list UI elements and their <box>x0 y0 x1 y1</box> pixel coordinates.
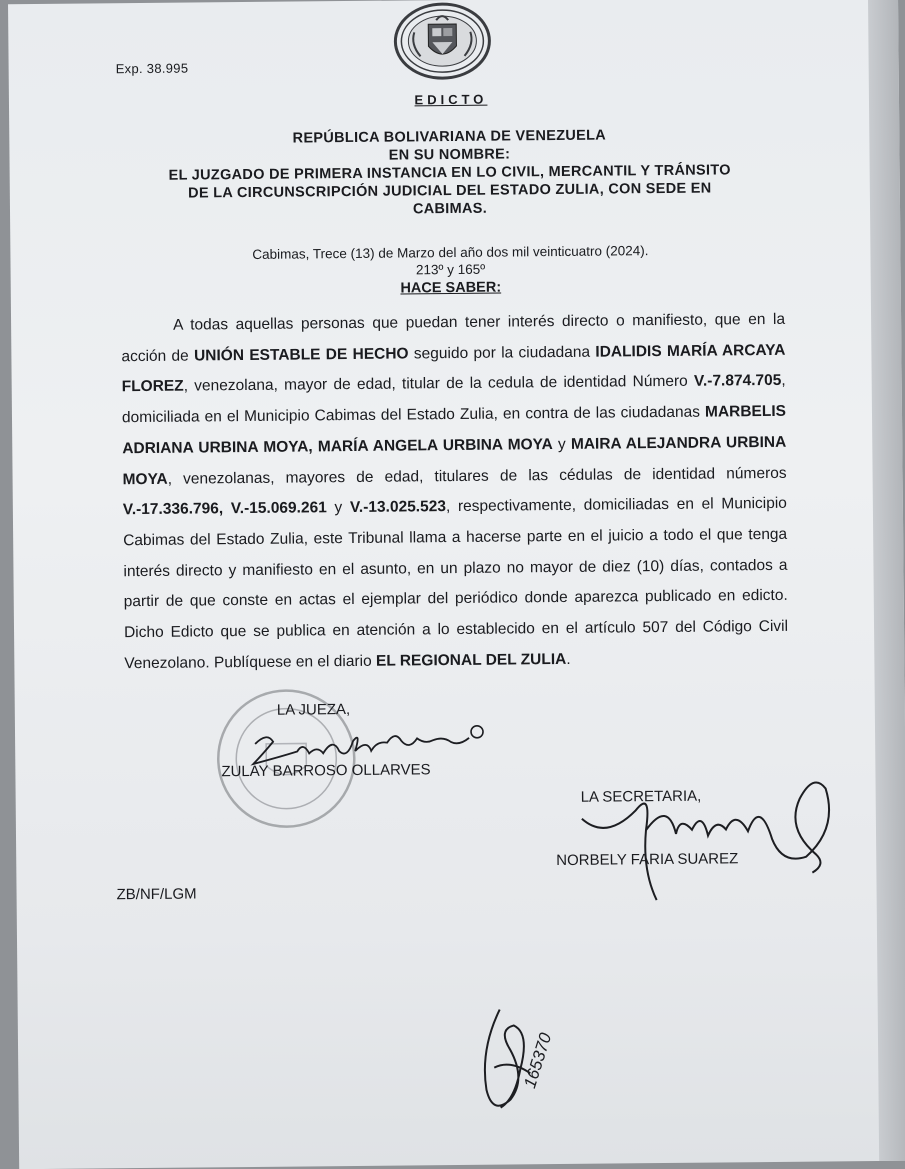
body-text-run: y <box>552 435 571 453</box>
defendant-id: V.-13.025.523 <box>349 498 447 517</box>
file-number: Exp. 38.995 <box>115 60 189 77</box>
handwritten-note: 165370 <box>520 1030 556 1091</box>
header-line: DE LA CIRCUNSCRIPCIÓN JUDICIAL DEL ESTADO ZULIA, CON SEDE EN <box>188 180 712 202</box>
defendant-name: MAIRA ALEJANDRA URBINA MOYA <box>122 433 787 488</box>
header-line: EN SU NOMBRE: <box>388 146 511 164</box>
body-text-run: seguido por la ciudadana <box>408 343 596 363</box>
header-line: REPÚBLICA BOLIVARIANA DE VENEZUELA <box>292 127 607 147</box>
secretary-signature <box>575 768 846 911</box>
body-text-run: , venezolanas, mayores de edad, titulares de las cédulas de identidad números <box>167 464 787 488</box>
body-text-run: , respectivamente, domiciliadas en el Municipio Cabimas del Estado Zulia, este Tribunal llama a hacerse parte en el juicio a todo el que tenga interés directo y manifiesto en el asunto, en un plazo no mayor de diez (10) días, contados a partir de que conste en actas el ejemplar del periódico donde aparezca publicado en edicto. Dicho Edicto que se publica en atención a lo establecido en el artículo 507 del Código Civil Venezolano. Publíquese en el diario <box>123 495 789 672</box>
document-page <box>8 0 905 1169</box>
body-text-run: . <box>566 650 571 668</box>
page-edge-shadow <box>868 0 905 1161</box>
date-line: Cabimas, Trece (13) de Marzo del año dos mil veinticuatro (2024). <box>252 243 649 262</box>
handwritten-receipt-mark <box>470 989 601 1120</box>
judge-name: ZULAY BARROSO OLLARVES <box>221 761 431 781</box>
edict-body <box>121 305 789 680</box>
header-line: EL JUZGADO DE PRIMERA INSTANCIA EN LO CIVIL, MERCANTIL Y TRÁNSITO <box>168 162 731 184</box>
body-paragraph <box>121 305 789 680</box>
announce-heading: HACE SABER: <box>400 279 502 297</box>
secretary-label: LA SECRETARIA, <box>580 787 702 806</box>
coat-of-arms-seal <box>392 2 493 81</box>
years-line: 213º y 165º <box>415 261 486 278</box>
action-type: UNIÓN ESTABLE DE HECHO <box>193 345 409 365</box>
body-text-run: A todas aquellas personas que puedan tener interés directo o manifiesto, que en la acción de <box>121 310 786 365</box>
defendant-ids: V.-17.336.796, V.-15.069.261 <box>122 499 327 519</box>
typist-initials: ZB/NF/LGM <box>116 885 197 904</box>
body-text-run: , domiciliada en el Municipio Cabimas del Estado Zulia, en contra de las ciudadanas <box>121 372 786 427</box>
secretary-name: NORBELY FARIA SUAREZ <box>556 850 739 870</box>
defendant-names: MARBELIS ADRIANA URBINA MOYA, MARÍA ANGELA URBINA MOYA <box>122 402 787 458</box>
body-text-run: y <box>326 499 351 517</box>
newspaper-name: EL REGIONAL DEL ZULIA <box>375 650 567 670</box>
body-text-run: , venezolana, mayor de edad, titular de la cedula de identidad Número <box>183 373 695 396</box>
judge-label: LA JUEZA, <box>276 701 351 719</box>
plaintiff-name: IDALIDIS MARÍA ARCAYA FLOREZ <box>121 341 786 396</box>
document-heading: EDICTO <box>414 91 488 108</box>
court-header <box>109 125 790 222</box>
plaintiff-id: V.-7.874.705 <box>693 372 782 391</box>
header-line: CABIMAS. <box>412 200 488 218</box>
date-block <box>110 241 790 282</box>
